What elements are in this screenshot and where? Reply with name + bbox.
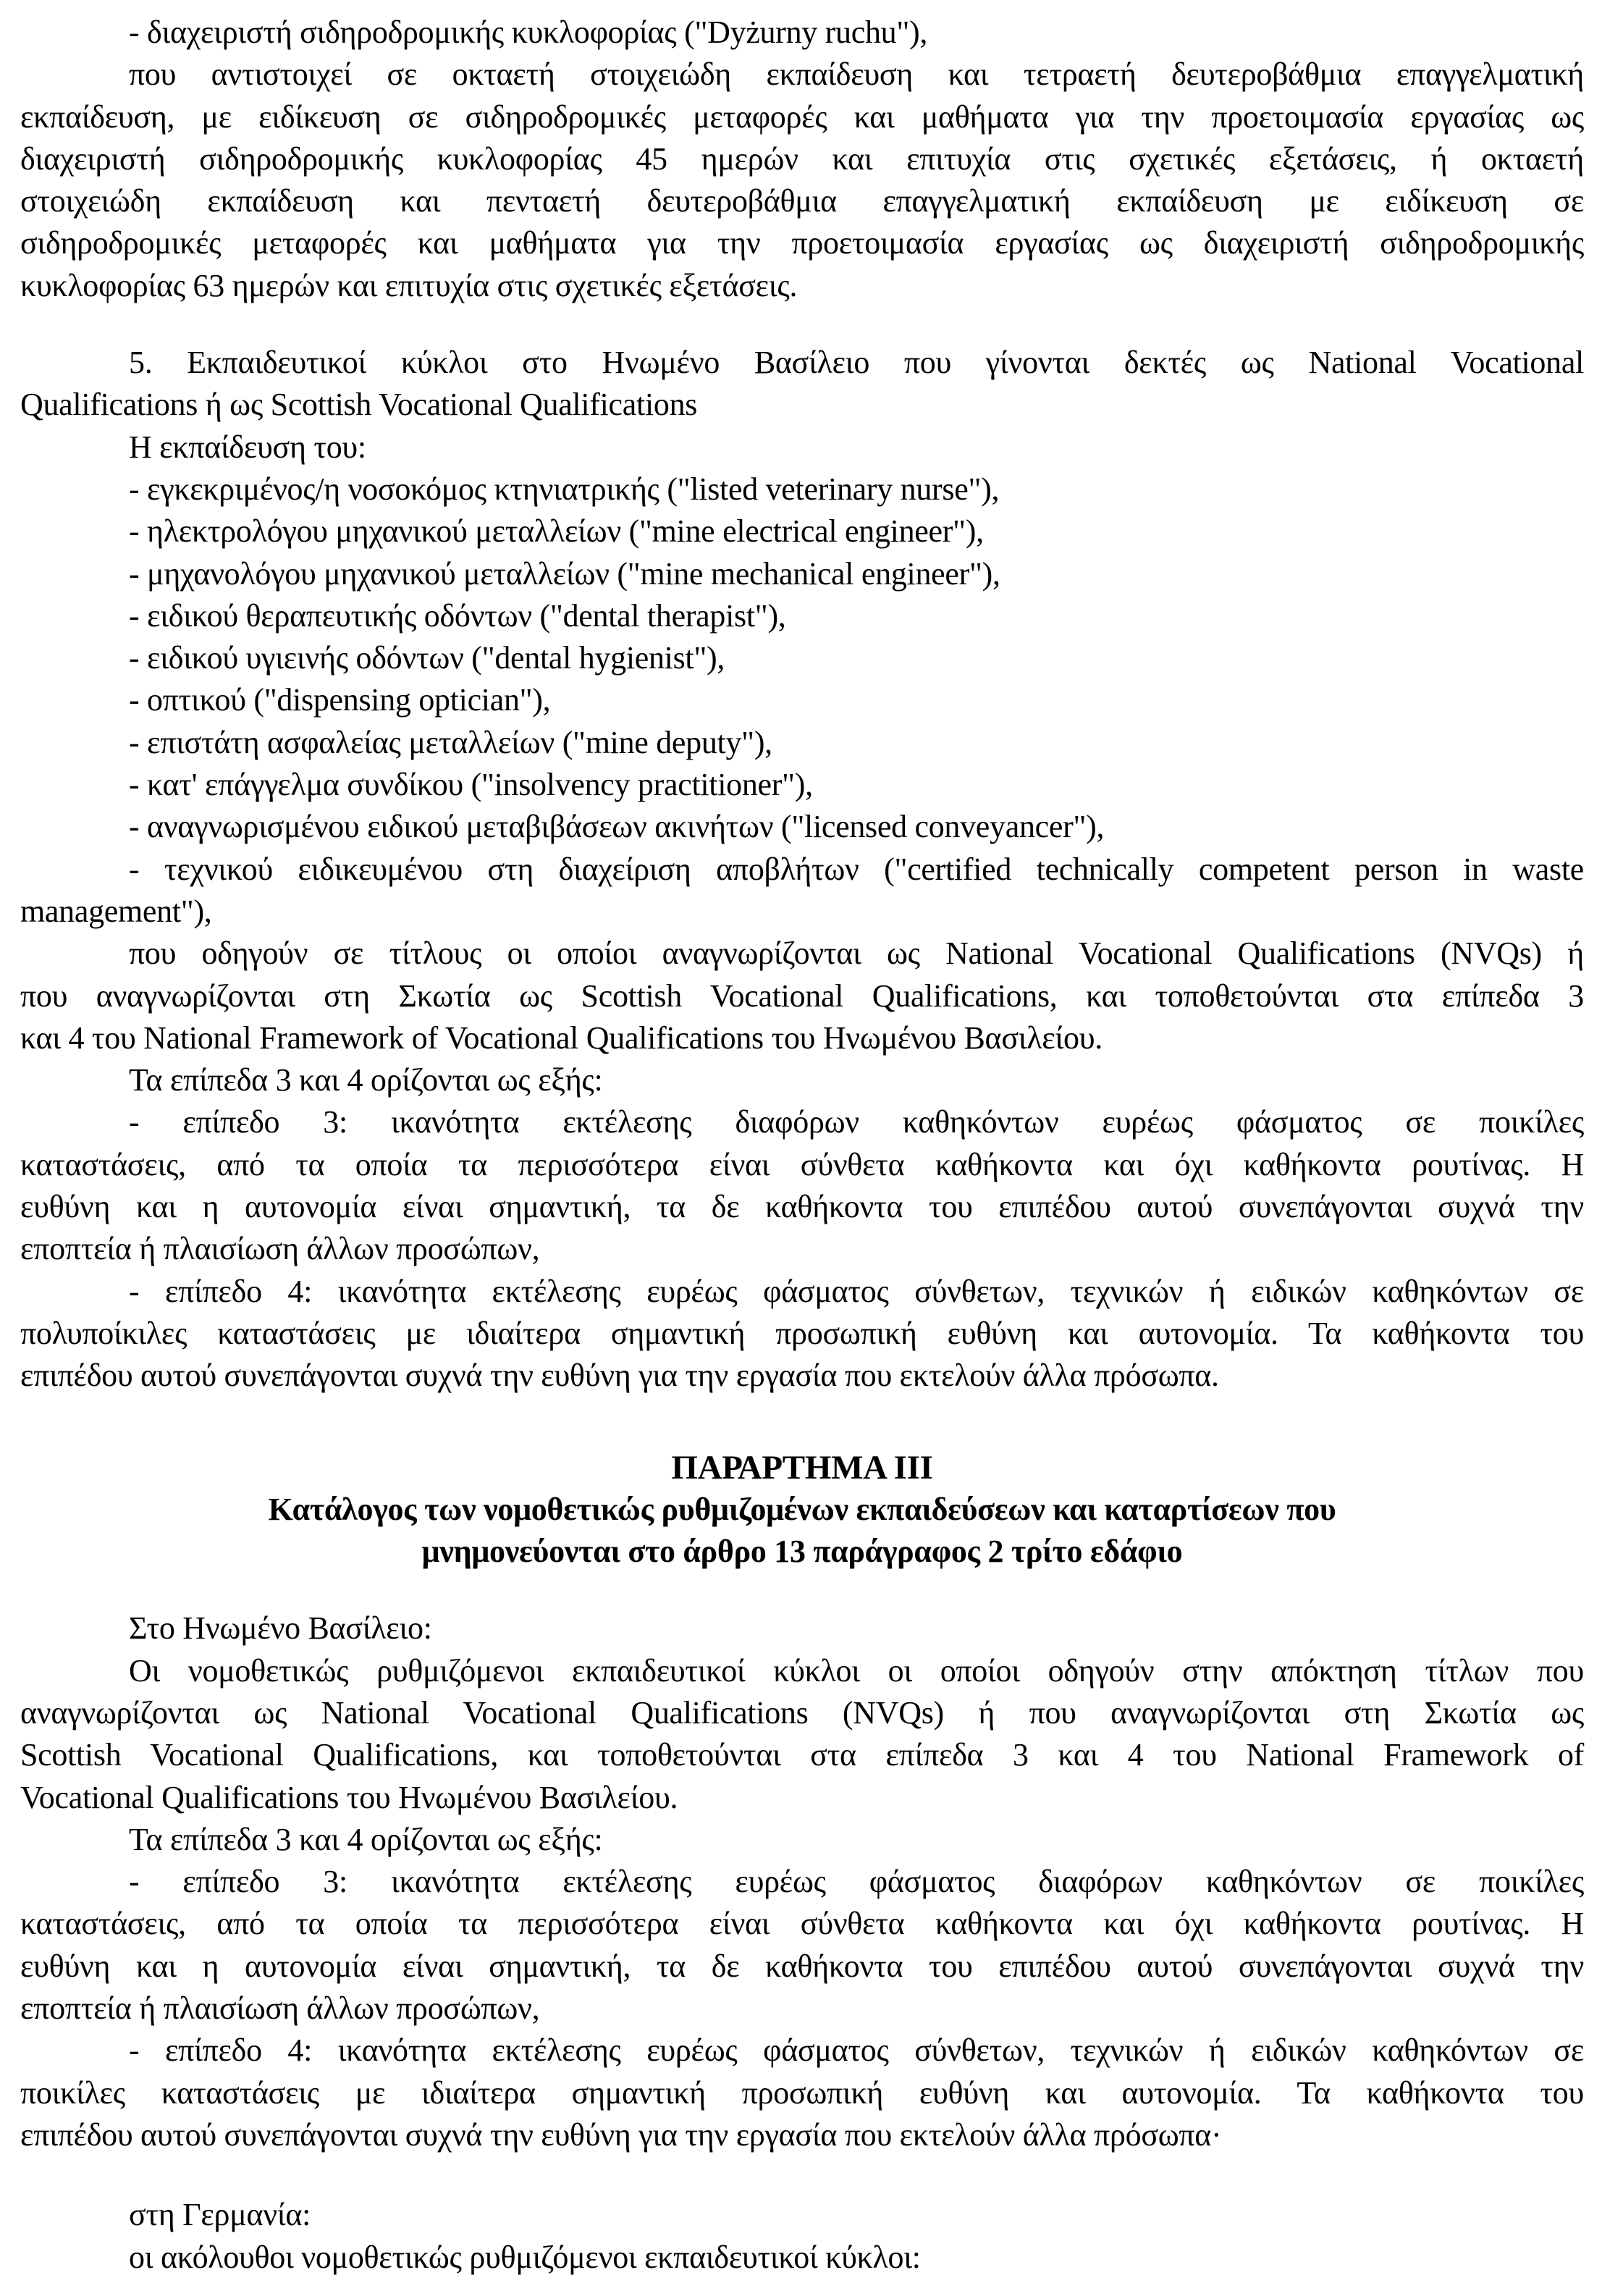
paragraph-gap — [20, 2156, 1584, 2194]
list-item: - τεχνικού ειδικευμένου στη διαχείριση αποβλήτων ("certified technically competent person in waste — [129, 851, 1584, 887]
list-item: - επιστάτη ασφαλείας μεταλλείων ("mine deputy"), — [129, 724, 772, 760]
paragraph-line: Η εκπαίδευση του: — [129, 429, 366, 465]
paragraph-gap — [20, 1397, 1584, 1447]
list-item: - επίπεδο 4: ικανότητα εκτέλεσης ευρέως φάσματος σύνθετων, τεχνικών ή ειδικών καθηκόντων σε — [129, 1273, 1584, 1309]
paragraph-line: στοιχειώδη εκπαίδευση και πενταετή δευτεροβάθμια επαγγελματική εκπαίδευση με ειδίκευση σε — [20, 183, 1584, 219]
annex-subtitle-line: μνημονεύονται στο άρθρο 13 παράγραφος 2 τρίτο εδάφιο — [421, 1534, 1183, 1570]
paragraph-line: Στο Ηνωμένο Βασίλειο: — [129, 1610, 432, 1647]
list-item: - επίπεδο 4: ικανότητα εκτέλεσης ευρέως φάσματος σύνθετων, τεχνικών ή ειδικών καθηκόντων σε — [129, 2032, 1584, 2069]
paragraph-line: ποικίλες καταστάσεις με ιδιαίτερα σημαντική προσωπική ευθύνη και αυτονομία. Τα καθήκοντα του — [20, 2074, 1584, 2111]
list-item-continuation: management"), — [20, 893, 212, 929]
paragraph-line: οι ακόλουθοι νομοθετικώς ρυθμιζόμενοι εκπαιδευτικοί κύκλοι: — [129, 2239, 921, 2275]
paragraph-line: ευθύνη και η αυτονομία είναι σημαντική, τα δε καθήκοντα του επιπέδου αυτού συνεπάγονται συχνά την — [20, 1189, 1584, 1225]
list-item: - εγκεκριμένος/η νοσοκόμος κτηνιατρικής ("listed veterinary nurse"), — [129, 471, 1000, 507]
list-item: - επίπεδο 3: ικανότητα εκτέλεσης ευρέως φάσματος διαφόρων καθηκόντων σε ποικίλες — [129, 1864, 1584, 1900]
document-text-block — [20, 12, 1584, 2279]
paragraph-line: εποπτεία ή πλαισίωση άλλων προσώπων, — [20, 1231, 540, 1267]
paragraph-line: Vocational Qualifications του Ηνωμένου Βασιλείου. — [20, 1779, 678, 1815]
paragraph-line: Τα επίπεδα 3 και 4 ορίζονται ως εξής: — [129, 1821, 603, 1857]
paragraph-line: στη Γερμανία: — [129, 2197, 311, 2233]
paragraph-line: επιπέδου αυτού συνεπάγονται συχνά την ευθύνη για την εργασία που εκτελούν άλλα πρόσωπα. — [20, 1358, 1219, 1394]
annex-title: ΠΑΡΑΡΤΗΜΑ ΙΙΙ — [671, 1448, 933, 1486]
section-5-heading-line: Qualifications ή ως Scottish Vocational Qualifications — [20, 387, 698, 423]
paragraph-line: που αντιστοιχεί σε οκταετή στοιχειώδη εκπαίδευση και τετραετή δευτεροβάθμια επαγγελματική — [129, 56, 1584, 93]
paragraph-line: καταστάσεις, από τα οποία τα περισσότερα είναι σύνθετα καθήκοντα και όχι καθήκοντα ρουτίνας. Η — [20, 1146, 1584, 1182]
paragraph-gap — [20, 1573, 1584, 1607]
paragraph-line: ευθύνη και η αυτονομία είναι σημαντική, τα δε καθήκοντα του επιπέδου αυτού συνεπάγονται συχνά την — [20, 1948, 1584, 1984]
paragraph-line: κυκλοφορίας 63 ημερών και επιτυχία στις σχετικές εξετάσεις. — [20, 267, 798, 303]
section-5-heading-line: 5. Εκπαιδευτικοί κύκλοι στο Ηνωμένο Βασίλειο που γίνονται δεκτές ως National Vocational — [129, 345, 1584, 381]
list-item: - αναγνωρισμένου ειδικού μεταβιβάσεων ακινήτων ("licensed conveyancer"), — [129, 809, 1105, 845]
paragraph-line: αναγνωρίζονται ως National Vocational Qualifications (NVQs) ή που αναγνωρίζονται στη Σκωτία ως — [20, 1694, 1584, 1731]
list-item: - μηχανολόγου μηχανικού μεταλλείων ("mine mechanical engineer"), — [129, 555, 1000, 592]
paragraph-line: Οι νομοθετικώς ρυθμιζόμενοι εκπαιδευτικοί κύκλοι οι οποίοι οδηγούν στην απόκτηση τίτλων που — [129, 1652, 1584, 1689]
list-item: - ηλεκτρολόγου μηχανικού μεταλλείων ("mine electrical engineer"), — [129, 513, 984, 550]
paragraph-line: εκπαίδευση, με ειδίκευση σε σιδηροδρομικές μεταφορές και μαθήματα για την προετοιμασία εργασίας ως — [20, 98, 1584, 135]
paragraph-line: εποπτεία ή πλαισίωση άλλων προσώπων, — [20, 1990, 540, 2027]
annex-subtitle-line: Κατάλογος των νομοθετικώς ρυθμιζομένων εκπαιδεύσεων και καταρτίσεων που — [268, 1491, 1336, 1527]
paragraph-line: πολυποίκιλες καταστάσεις με ιδιαίτερα σημαντική προσωπική ευθύνη και αυτονομία. Τα καθήκοντα του — [20, 1315, 1584, 1351]
paragraph-gap — [20, 307, 1584, 342]
paragraph-line: που αναγνωρίζονται στη Σκωτία ως Scottish Vocational Qualifications, και τοποθετούνται στα επίπεδα 3 — [20, 977, 1584, 1014]
paragraph-line: καταστάσεις, από τα οποία τα περισσότερα είναι σύνθετα καθήκοντα και όχι καθήκοντα ρουτίνας. Η — [20, 1906, 1584, 1942]
paragraph-line: που οδηγούν σε τίτλους οι οποίοι αναγνωρίζονται ως National Vocational Qualifications (NVQs) ή — [129, 935, 1584, 972]
paragraph-line: Scottish Vocational Qualifications, και τοποθετούνται στα επίπεδα 3 και 4 του National Framework of — [20, 1737, 1584, 1773]
list-item: - επίπεδο 3: ικανότητα εκτέλεσης διαφόρων καθηκόντων ευρέως φάσματος σε ποικίλες — [129, 1104, 1584, 1140]
list-item: - οπτικού ("dispensing optician"), — [129, 682, 551, 718]
list-item: - ειδικού θεραπευτικής οδόντων ("dental therapist"), — [129, 597, 786, 634]
list-item: - κατ' επάγγελμα συνδίκου ("insolvency practitioner"), — [129, 767, 813, 803]
list-item: - διαχειριστή σιδηροδρομικής κυκλοφορίας ("Dyżurny ruchu"), — [129, 14, 928, 50]
paragraph-line: και 4 του National Framework of Vocational Qualifications του Ηνωμένου Βασιλείου. — [20, 1019, 1103, 1056]
list-item: - ειδικού υγιεινής οδόντων ("dental hygienist"), — [129, 640, 725, 676]
paragraph-line: επιπέδου αυτού συνεπάγονται συχνά την ευθύνη για την εργασία που εκτελούν άλλα πρόσωπα· — [20, 2116, 1222, 2153]
paragraph-line: διαχειριστή σιδηροδρομικής κυκλοφορίας 45 ημερών και επιτυχία στις σχετικές εξετάσεις, ή οκταετή — [20, 140, 1584, 177]
paragraph-line: Τα επίπεδα 3 και 4 ορίζονται ως εξής: — [129, 1062, 603, 1098]
paragraph-line: σιδηροδρομικές μεταφορές και μαθήματα για την προετοιμασία εργασίας ως διαχειριστή σιδηροδρομικής — [20, 225, 1584, 261]
